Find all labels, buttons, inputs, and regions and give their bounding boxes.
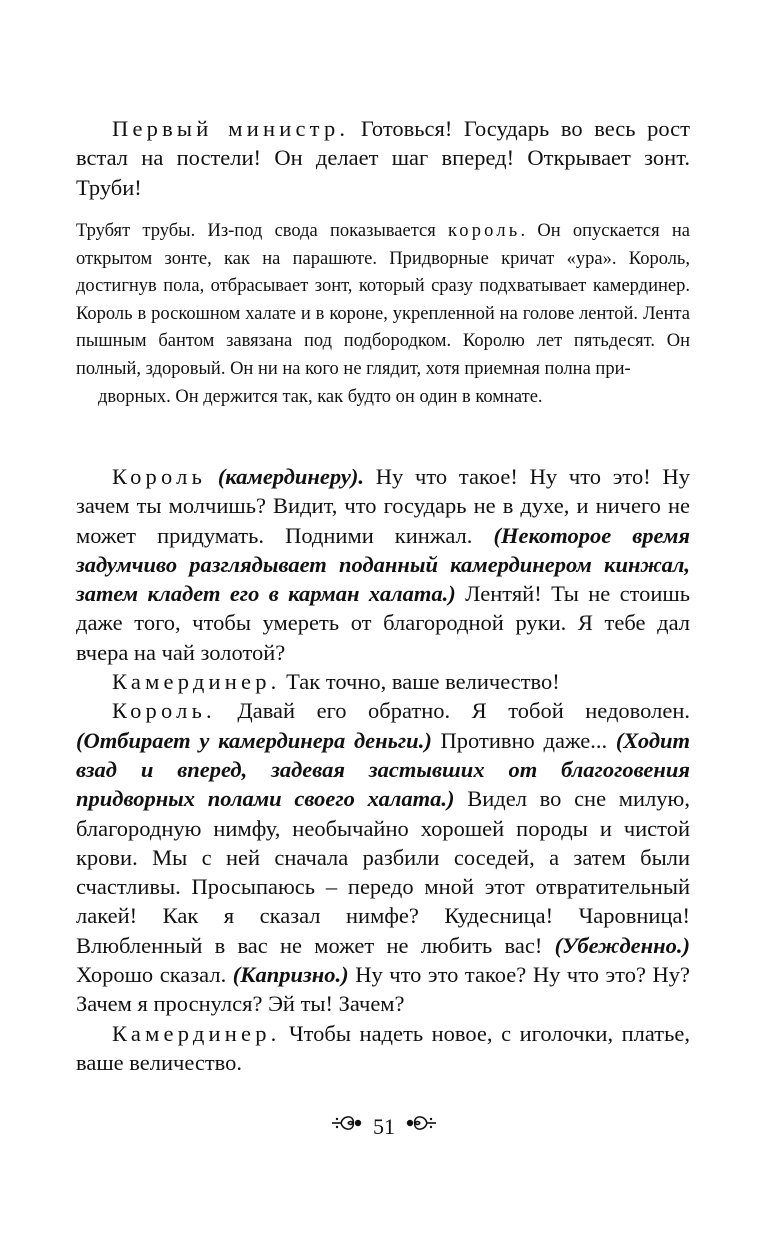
stage-direction-inline: (Некоторое время задумчиво разглядывает поданный камердинером кинжал, затем кладет его в карман халата.) [76, 522, 690, 607]
replica-valet-2 [76, 1019, 690, 1078]
replica-text: Лентяй! Ты не стоишь даже того, чтобы умереть от благородной руки. Я тебе дал вчера на чай золотой? [76, 581, 690, 665]
replica-text: Ну что такое! Ну что это! Ну зачем ты молчишь? Видит, что государь не в духе, и ничего не может придумать. Подними кинжал. [76, 464, 690, 548]
stage-direction-inline: (Отбирает у камердинера деньги.) [76, 727, 432, 753]
replica-text: Готовься! Государь во весь рост встал на постели! Он делает шаг вперед! Открывает зонт. Труби! [76, 116, 690, 200]
replica-text: Видел во сне милую, благородную нимфу, необычайно хорошей породы и чистой крови. Мы с ней сначала разбили соседей, а затем были счастливы. Просыпаюсь – передо мной этот отвратительный лакей! Как я сказал нимфе? Кудесница! Чаровница! Влюбленный в вас не может не любить вас! [76, 786, 690, 958]
stage-direction-block [76, 218, 690, 411]
ornament-left-icon [331, 1112, 363, 1142]
speaker-name: Камердинер. [112, 669, 281, 695]
replica-valet-1 [76, 667, 690, 696]
character-name: король [448, 221, 521, 241]
replica-king-2 [76, 696, 690, 1018]
stage-direction-inline: (Капризно.) [232, 962, 349, 988]
replica-text: Противно даже... [431, 727, 616, 753]
paragraph [76, 114, 690, 202]
replica-first-minister [76, 114, 690, 202]
stage-direction [76, 218, 690, 411]
replica-text: Давай его обратно. Я тобой недоволен. [215, 698, 690, 724]
stage-text-last-line: дворных. Он держится так, как будто он один в комнате. [98, 386, 543, 407]
speaker-name: Камердинер. [112, 1020, 281, 1046]
replica-text: Ну что это такое? Ну что это? Ну? Зачем я проснулся? Эй ты! Зачем? [76, 962, 690, 1017]
replica-text: Чтобы надеть новое, с иголочки, платье, ваше величество. [76, 1020, 690, 1075]
page-number: 51 [373, 1113, 395, 1139]
ornament-right-icon [405, 1112, 437, 1142]
stage-text: . Он опускается на открытом зонте, как на парашюте. Придворные кричат «ура». Король, достигнув пола, отбрасывает зонт, который сразу подхватывает камердинер. Король в роскошном халате и в короне, укрепленной на голове лентой. Лента пышным бантом завязана под подбородком. Королю лет пятьдесят. Он полный, здоровый. Он ни на кого не глядит, хотя приемная полна при- [76, 221, 690, 379]
stage-direction-inline: (Убежденно.) [554, 932, 690, 958]
stage-text: Трубят трубы. Из-под свода показывается [76, 221, 449, 241]
replica-king-1 [76, 462, 690, 667]
replica-text: Так точно, ваше величество! [280, 669, 560, 695]
page-folio [0, 1110, 768, 1142]
dialogue-block [76, 462, 690, 1077]
speaker-name: Первый министр. [112, 116, 350, 141]
stage-direction-inline: (камердинеру). [206, 464, 364, 489]
speaker-name: Король. [112, 698, 216, 724]
speaker-name: Король [112, 464, 207, 489]
stage-direction-inline: (Ходит взад и вперед, задевая застывших от благоговения придворных полами своего халата.) [76, 727, 690, 812]
replica-text: Хорошо сказал. [76, 962, 233, 988]
